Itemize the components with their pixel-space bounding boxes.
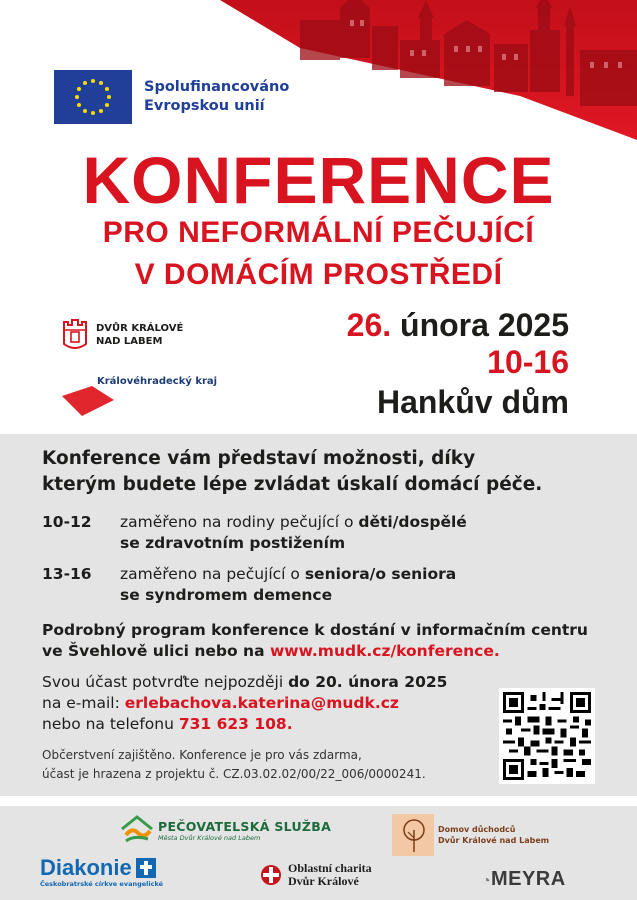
town-crest-icon [62, 318, 88, 352]
program-highlight: děti/dospělé [358, 513, 467, 531]
program-highlight-2: se zdravotním postižením [120, 534, 346, 552]
town-line2: NAD LABEM [96, 336, 163, 347]
program-highlight-2: se syndromem demence [120, 586, 333, 604]
intro-line2: kterým budete lépe zvládat úskalí domácí péče. [42, 474, 543, 495]
qr-code-icon[interactable] [499, 688, 595, 784]
oblastni-charita-logo [260, 862, 372, 888]
detail-line1: Podrobný program konference k dostání v informačním centru [42, 621, 588, 639]
intro-text [42, 446, 542, 498]
region-logo [62, 376, 242, 416]
date-day: 26. [346, 307, 392, 343]
meyra-mark-icon: ◔ [482, 872, 491, 888]
pecovatelska-sluzba-logo [120, 815, 331, 845]
website-link[interactable]: www.mudk.cz/konference. [269, 642, 500, 660]
charita-line1: Oblastní charita [288, 861, 372, 875]
domov-line2: Dvůr Králové nad Labem [438, 836, 550, 845]
pec-subtitle: Města Dvůr Králové nad Labem [158, 833, 261, 842]
town-logo [62, 318, 183, 352]
phone-label: nebo na telefonu [42, 715, 179, 733]
tree-icon [392, 814, 434, 856]
event-time: 10-16 [487, 344, 569, 380]
subtitle-line1: PRO NEFORMÁLNÍ PEČUJÍCÍ [102, 216, 535, 249]
eu-line1: Spolufinancováno [144, 79, 290, 95]
eu-line2: Evropskou unií [144, 98, 265, 114]
program-time: 13-16 [42, 565, 92, 583]
cross-icon [136, 858, 156, 878]
domov-duchodcu-logo [392, 814, 549, 856]
region-shape-icon [62, 386, 114, 416]
event-place: Hankův dům [376, 384, 569, 420]
funding-note [42, 746, 426, 784]
domov-line1: Domov důchodců [438, 825, 516, 834]
diakonie-logo [40, 856, 163, 888]
town-line1: DVŮR KRÁLOVÉ [96, 323, 184, 334]
charita-cross-icon [260, 864, 282, 886]
confirm-text: Svou účast potvrďte nejpozději [42, 673, 289, 691]
email-link[interactable]: erlebachova.katerina@mudk.cz [124, 694, 399, 712]
event-date [347, 306, 569, 344]
confirm-deadline: do 20. února 2025 [288, 673, 448, 691]
phone-number[interactable]: 731 623 108. [178, 715, 293, 733]
program-text: zaměřeno na pečující o [120, 565, 305, 583]
meyra-logo [482, 868, 566, 891]
diakonie-name: Diakonie [40, 855, 132, 880]
program-time: 10-12 [42, 513, 92, 531]
eu-text [144, 78, 289, 116]
subtitle-line2: V DOMÁCÍM PROSTŘEDÍ [134, 258, 503, 291]
program-text: zaměřeno na rodiny pečující o [120, 513, 359, 531]
charita-line2: Dvůr Králové [288, 874, 359, 888]
program-highlight: seniora/o seniora [304, 565, 457, 583]
page-title: KONFERENCE [82, 143, 555, 217]
note-line1: Občerstvení zajištěno. Konference je pro vás zdarma, [42, 748, 362, 762]
note-line2: účast je hrazena z projektu č. CZ.03.02.02/00/22_006/0000241. [42, 767, 426, 781]
email-label: na e-mail: [42, 694, 125, 712]
eu-cofinancing-logo [54, 70, 300, 124]
eu-flag-icon [54, 70, 132, 124]
care-hands-icon [120, 815, 154, 845]
detail-line2: ve Švehlově ulici nebo na [42, 642, 270, 660]
meyra-name: MEYRA [490, 868, 566, 890]
pec-title: PEČOVATELSKÁ SLUŽBA [158, 818, 332, 834]
program-detail [42, 620, 612, 662]
diakonie-subtitle: Českobratrské církve evangelické [40, 880, 164, 888]
intro-line1: Konference vám představí možnosti, díky [42, 448, 476, 469]
date-month-year: února 2025 [400, 307, 569, 343]
registration-info [42, 672, 447, 735]
region-name: Královéhradecký kraj [97, 376, 218, 387]
